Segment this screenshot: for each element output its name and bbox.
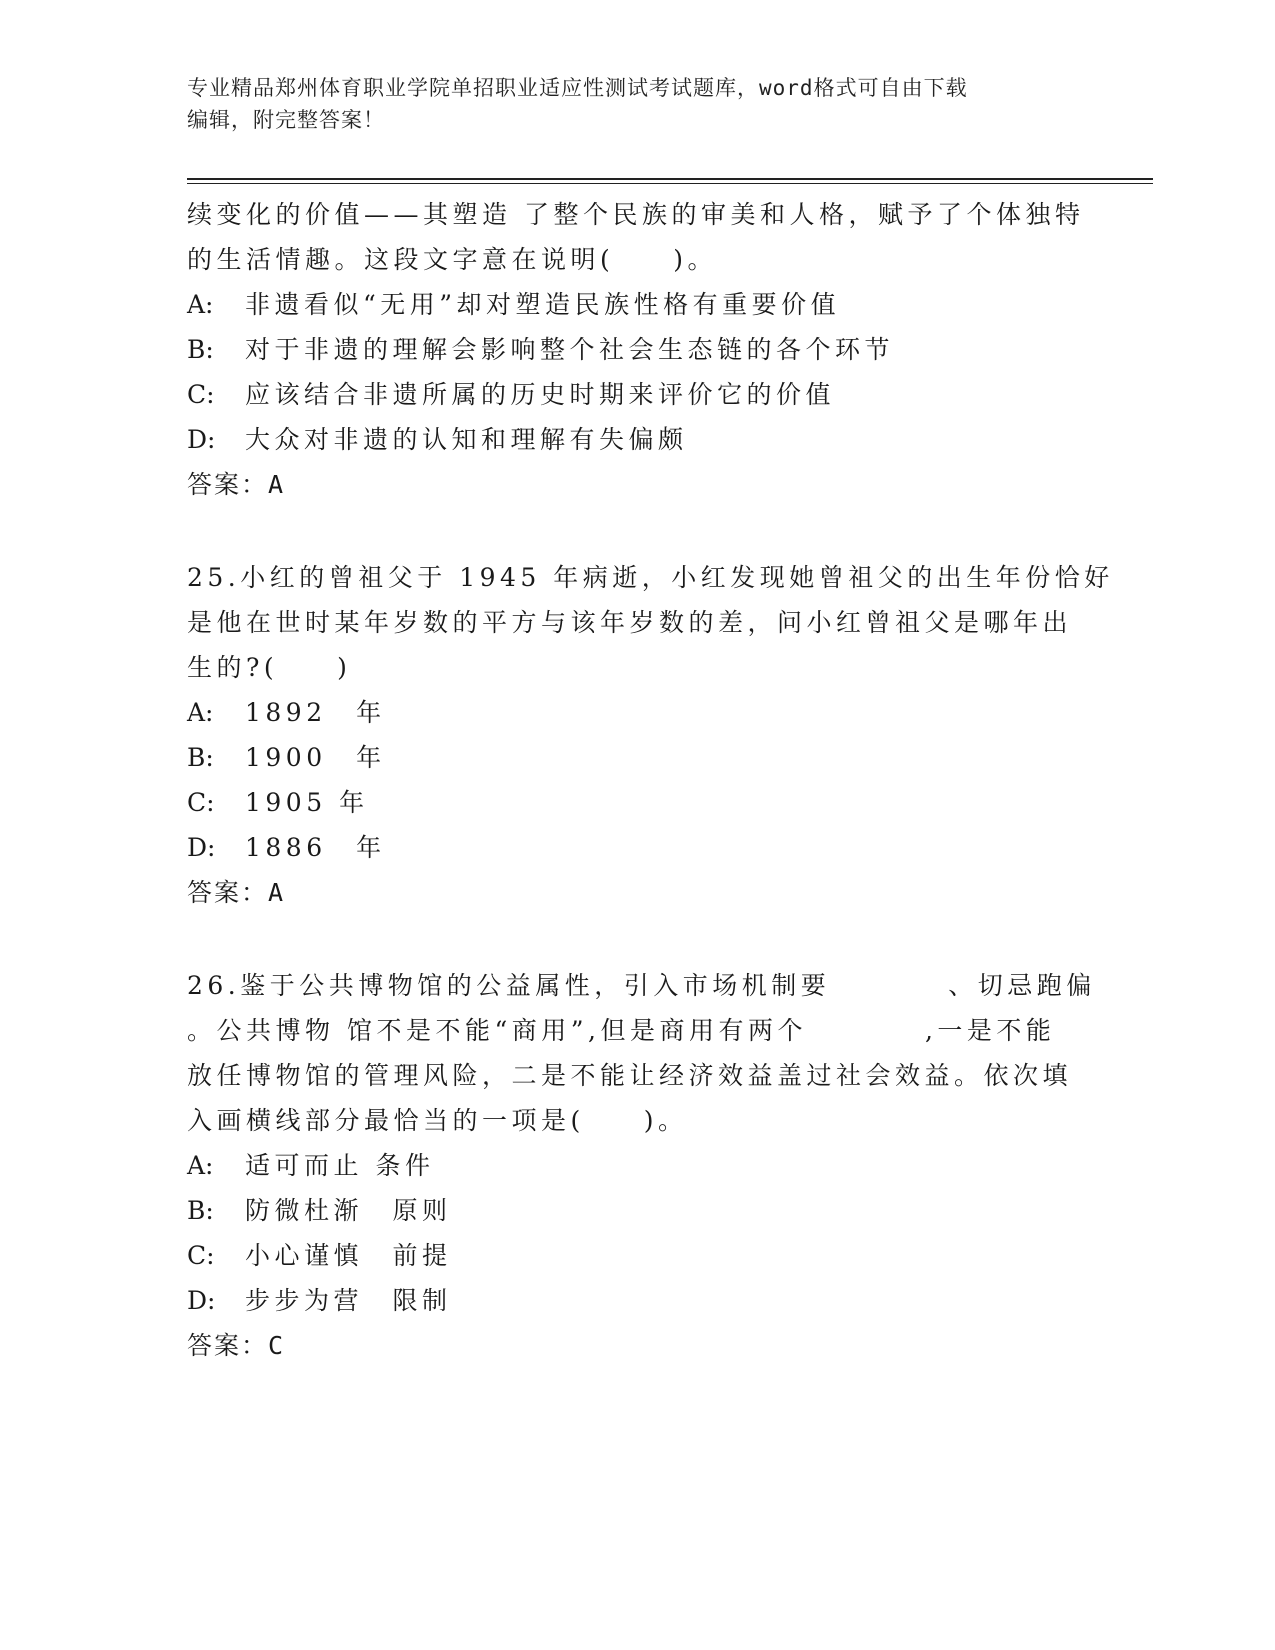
answer-line	[187, 870, 1067, 915]
option-c	[187, 1233, 1067, 1278]
option-letter: C:	[187, 380, 215, 409]
option-letter: A:	[187, 698, 214, 727]
answer-value: A	[268, 878, 286, 907]
option-text: 对于非遗的理解会影响整个社会生态链的各个环节	[245, 335, 895, 364]
answer-label: 答案：	[187, 1331, 269, 1360]
document-header	[187, 72, 1077, 136]
answer-line	[187, 1323, 1067, 1368]
question-text-line: 26.鉴于公共博物馆的公益属性，引入市场机制要 、切忌跑偏	[187, 971, 1096, 1000]
question-text-line: 放任博物馆的管理风险，二是不能让经济效益盖过社会效益。依次填	[187, 1061, 1073, 1090]
option-text: 小心谨慎 前提	[245, 1241, 452, 1270]
option-text: 大众对非遗的认知和理解有失偏颇	[245, 425, 688, 454]
header-line-2: 编辑，附完整答案！	[187, 108, 385, 132]
option-text: 非遗看似“无用”却对塑造民族性格有重要价值	[245, 290, 841, 319]
header-rule-thin	[187, 183, 1153, 184]
answer-line	[187, 462, 1067, 507]
option-text: 1886 年	[245, 833, 386, 862]
question-26	[187, 963, 1096, 1368]
option-d	[187, 417, 1067, 462]
option-text: 应该结合非遗所属的历史时期来评价它的价值	[245, 380, 836, 409]
header-line-1: 专业精品郑州体育职业学院单招职业适应性测试考试题库，word格式可自由下载	[187, 76, 968, 100]
answer-value: C	[268, 1331, 286, 1360]
option-c	[187, 780, 1067, 825]
question-text-line: 25.小红的曾祖父于 1945 年病逝，小红发现她曾祖父的出生年份恰好	[187, 563, 1114, 592]
answer-label: 答案：	[187, 878, 269, 907]
question-text-line: 续变化的价值——其塑造 了整个民族的审美和人格，赋予了个体独特	[187, 200, 1085, 229]
option-letter: C:	[187, 1241, 215, 1270]
option-text: 防微杜渐 原则	[245, 1196, 452, 1225]
option-d	[187, 1278, 1067, 1323]
option-letter: D:	[187, 1286, 216, 1315]
option-letter: B:	[187, 1196, 214, 1225]
option-b	[187, 735, 1067, 780]
option-d	[187, 825, 1067, 870]
option-letter: B:	[187, 335, 214, 364]
answer-value: A	[268, 470, 286, 499]
option-c	[187, 372, 1067, 417]
option-text: 步步为营 限制	[245, 1286, 452, 1315]
option-letter: D:	[187, 425, 216, 454]
option-letter: D:	[187, 833, 216, 862]
header-rule-thick	[187, 178, 1153, 180]
question-text-line: 。公共博物 馆不是不能“商用”,但是商用有两个 ,一是不能	[187, 1016, 1056, 1045]
option-text: 1892 年	[245, 698, 386, 727]
option-b	[187, 327, 1067, 372]
question-text-line: 生的?( )	[187, 653, 352, 682]
question-24	[187, 192, 1085, 507]
question-text-line: 是他在世时某年岁数的平方与该年岁数的差，问小红曾祖父是哪年出	[187, 608, 1073, 637]
question-text-line: 入画横线部分最恰当的一项是( )。	[187, 1106, 688, 1135]
answer-label: 答案：	[187, 470, 269, 499]
option-letter: A:	[187, 290, 214, 319]
option-text: 1905 年	[245, 788, 369, 817]
document-body	[187, 192, 1114, 1368]
option-letter: A:	[187, 1151, 214, 1180]
option-text: 适可而止 条件	[245, 1151, 435, 1180]
option-a	[187, 1143, 1067, 1188]
question-text-line: 的生活情趣。这段文字意在说明( )。	[187, 245, 718, 274]
option-b	[187, 1188, 1067, 1233]
option-a	[187, 282, 1067, 327]
question-25	[187, 555, 1114, 915]
option-letter: B:	[187, 743, 214, 772]
option-letter: C:	[187, 788, 215, 817]
option-a	[187, 690, 1067, 735]
option-text: 1900 年	[245, 743, 386, 772]
